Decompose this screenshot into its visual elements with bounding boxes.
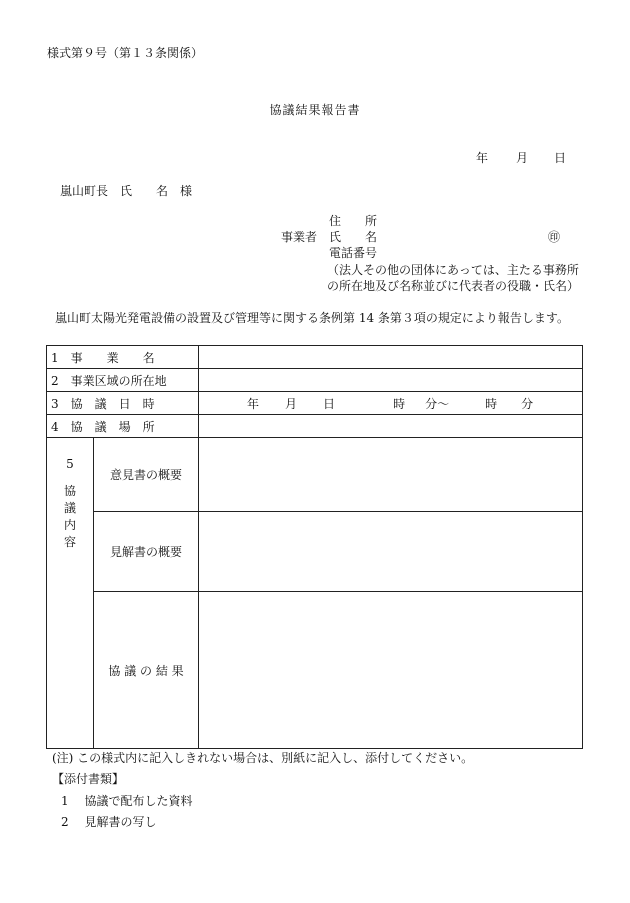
consult-char: 協 [63, 484, 76, 498]
dt-year: 年 [247, 396, 260, 411]
date-line [476, 152, 566, 164]
business-location-field[interactable] [199, 369, 583, 392]
consult-char: 容 [63, 535, 76, 549]
applicant-label: 事業者 [281, 230, 318, 244]
seal-mark: ㊞ [548, 230, 561, 244]
consult-datetime-label: 3 協 議 日 時 [47, 392, 199, 415]
table-row [47, 346, 583, 369]
footnote: (注) この様式内に記入しきれない場合は、別紙に記入し、添付してください。 [52, 751, 474, 765]
opinion-summary-label: 意見書の概要 [94, 438, 199, 512]
date-day: 日 [554, 151, 567, 165]
dt-hour-start: 時 [393, 396, 406, 411]
applicant-note-line2: の所在地及び名称並びに代表者の役職・氏名） [327, 279, 580, 293]
addressee: 嵐山町長 氏 名 様 [60, 184, 193, 198]
consult-result-label: 協 議 の 結 果 [94, 592, 199, 749]
table-row [47, 512, 583, 592]
table-row [47, 392, 583, 415]
dt-month: 月 [285, 396, 298, 411]
attachments-heading: 【添付書類】 [52, 772, 125, 786]
attachment-item: 1 協議で配布した資料 [61, 794, 193, 808]
table-row [47, 592, 583, 749]
dt-hour-end: 時 [485, 396, 498, 411]
consult-place-label: 4 協 議 場 所 [47, 415, 199, 438]
consult-result-field[interactable] [199, 592, 583, 749]
business-name-label: 1 事 業 名 [47, 346, 199, 369]
form-number: 様式第９号（第１３条関係） [47, 46, 204, 60]
name-label: 氏 名 [329, 230, 378, 244]
date-month: 月 [516, 151, 529, 165]
dt-minute-end: 分 [521, 396, 534, 411]
consult-datetime-field[interactable] [199, 392, 583, 415]
view-summary-label: 見解書の概要 [94, 512, 199, 592]
date-year: 年 [476, 151, 489, 165]
report-statement: 嵐山町太陽光発電設備の設置及び管理等に関する条例第 14 条第３項の規定により報告します。 [55, 311, 569, 325]
dt-minute-start: 分～ [425, 396, 450, 411]
table-row [47, 415, 583, 438]
consult-place-field[interactable] [199, 415, 583, 438]
address-label: 住 所 [329, 214, 378, 228]
business-name-field[interactable] [199, 346, 583, 369]
consult-number: 5 [66, 457, 74, 471]
table-row [47, 369, 583, 392]
consult-char: 内 [63, 518, 76, 532]
consult-char: 議 [63, 501, 76, 515]
opinion-summary-field[interactable] [199, 438, 583, 512]
consult-content-heading [47, 438, 94, 749]
dt-day: 日 [323, 396, 336, 411]
applicant-note-line1: （法人その他の団体にあっては、主たる事務所 [327, 263, 579, 277]
phone-label: 電話番号 [329, 246, 378, 260]
attachment-item: 2 見解書の写し [61, 815, 157, 829]
table-row [47, 438, 583, 512]
business-location-label: 2 事業区域の所在地 [47, 369, 199, 392]
document-title: 協議結果報告書 [269, 103, 361, 117]
report-table [46, 345, 583, 749]
view-summary-field[interactable] [199, 512, 583, 592]
